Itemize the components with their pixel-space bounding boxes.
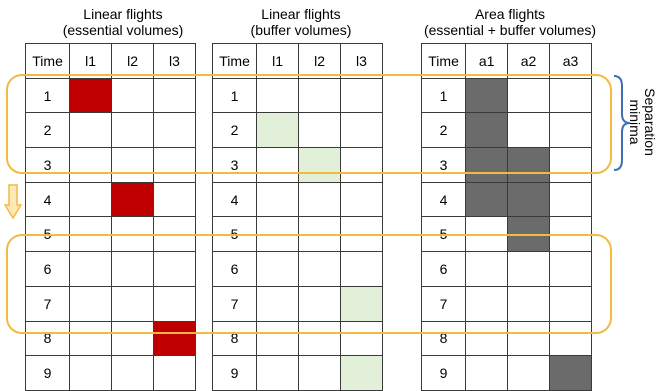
panel-title-linear-essential xyxy=(28,6,218,38)
highlight-window-times-6-8 xyxy=(6,234,612,334)
time-cell: 6 xyxy=(422,252,466,287)
header-cell: l2 xyxy=(112,44,154,79)
empty-cell xyxy=(112,356,154,391)
empty-cell xyxy=(299,182,341,217)
empty-cell xyxy=(508,356,550,391)
header-cell: l1 xyxy=(257,44,299,79)
time-cell: 8 xyxy=(26,321,70,356)
time-cell: 9 xyxy=(26,356,70,391)
separation-minima-label xyxy=(625,82,657,162)
panel-title-area xyxy=(400,6,620,38)
header-cell: a3 xyxy=(550,44,592,79)
empty-cell xyxy=(466,356,508,391)
empty-cell xyxy=(341,182,383,217)
title-line2: (essential + buffer volumes) xyxy=(423,22,597,38)
time-cell: 9 xyxy=(213,356,257,391)
empty-cell xyxy=(550,182,592,217)
label-line2: minima xyxy=(627,99,643,145)
header-cell: a1 xyxy=(466,44,508,79)
time-cell: 3 xyxy=(213,148,257,183)
empty-cell xyxy=(257,356,299,391)
table-row xyxy=(213,182,383,217)
time-cell: 5 xyxy=(213,217,257,252)
header-cell: l3 xyxy=(154,44,196,79)
table-row xyxy=(213,356,383,391)
empty-cell xyxy=(70,182,112,217)
occupied-cell xyxy=(550,356,592,391)
time-cell: 4 xyxy=(26,182,70,217)
title-line1: Linear flights xyxy=(261,6,341,22)
time-cell: 1 xyxy=(213,78,257,113)
empty-cell xyxy=(257,182,299,217)
highlight-window-times-1-3 xyxy=(6,74,612,174)
label-line1: Separation xyxy=(642,88,658,156)
header-cell: l3 xyxy=(341,44,383,79)
time-cell: 9 xyxy=(422,356,466,391)
time-cell: 6 xyxy=(26,252,70,287)
time-cell: 6 xyxy=(213,252,257,287)
header-row xyxy=(422,44,592,79)
time-cell: 2 xyxy=(422,113,466,148)
time-cell: 8 xyxy=(422,321,466,356)
panel-title-linear-buffer xyxy=(210,6,392,38)
time-cell: 3 xyxy=(422,148,466,183)
time-cell: 7 xyxy=(422,286,466,321)
empty-cell xyxy=(154,182,196,217)
empty-cell xyxy=(299,356,341,391)
title-line1: Linear flights xyxy=(83,6,163,22)
title-line1: Area flights xyxy=(474,6,546,22)
time-cell: 5 xyxy=(26,217,70,252)
occupied-cell xyxy=(466,182,508,217)
header-cell: l1 xyxy=(70,44,112,79)
occupied-cell xyxy=(341,356,383,391)
time-cell: 7 xyxy=(213,286,257,321)
header-cell: Time xyxy=(26,44,70,79)
header-cell: Time xyxy=(213,44,257,79)
occupied-cell xyxy=(112,182,154,217)
time-cell: 1 xyxy=(26,78,70,113)
empty-cell xyxy=(154,356,196,391)
occupied-cell xyxy=(508,182,550,217)
time-cell: 2 xyxy=(26,113,70,148)
title-line2: (buffer volumes) xyxy=(250,22,352,38)
header-row xyxy=(213,44,383,79)
table-row xyxy=(26,356,196,391)
header-cell: a2 xyxy=(508,44,550,79)
time-cell: 2 xyxy=(213,113,257,148)
down-arrow-icon xyxy=(4,184,22,220)
time-cell: 8 xyxy=(213,321,257,356)
time-cell: 5 xyxy=(422,217,466,252)
header-cell: Time xyxy=(422,44,466,79)
time-cell: 4 xyxy=(213,182,257,217)
time-cell: 1 xyxy=(422,78,466,113)
table-row xyxy=(422,182,592,217)
header-row xyxy=(26,44,196,79)
table-row xyxy=(26,182,196,217)
time-cell: 7 xyxy=(26,286,70,321)
time-cell: 4 xyxy=(422,182,466,217)
title-line2: (essential volumes) xyxy=(62,22,184,38)
table-row xyxy=(422,356,592,391)
header-cell: l2 xyxy=(299,44,341,79)
empty-cell xyxy=(70,356,112,391)
time-cell: 3 xyxy=(26,148,70,183)
